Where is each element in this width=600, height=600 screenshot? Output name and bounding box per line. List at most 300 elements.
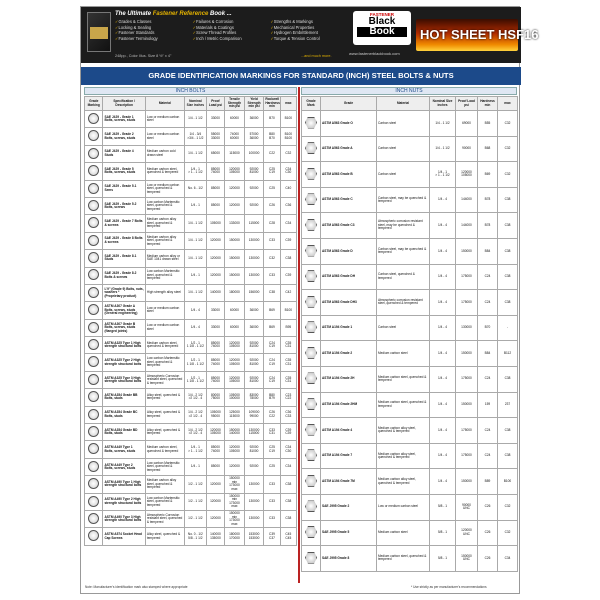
- nut-grade-cell: SAE J995 Grade 8: [321, 546, 377, 572]
- bolt-value-cell: Medium carbon steel, quenched & tempered: [145, 163, 184, 180]
- bolt-head-marking-icon: [88, 496, 99, 507]
- footnote-right: * Use strictly as per manufacturer's recommendations: [411, 585, 487, 589]
- bolt-row: [85, 337, 297, 354]
- nut-value-cell: 1/4 - 4: [430, 264, 456, 290]
- grade-marking-cell: [85, 145, 103, 162]
- bolt-value-cell: C33: [264, 476, 280, 493]
- nut-value-cell: B78: [478, 213, 498, 239]
- bolt-head-marking-icon: [88, 513, 99, 524]
- bolt-row: [85, 389, 297, 406]
- nut-value-cell: 175000: [456, 264, 478, 290]
- bolt-value-cell: Low or medium carbon steel: [145, 128, 184, 145]
- bolt-row: [85, 493, 297, 510]
- bolt-value-cell: C25: [264, 458, 280, 475]
- nut-value-cell: 120000 105000: [456, 162, 478, 188]
- bolt-row: [85, 528, 297, 545]
- bolt-value-cell: C23 C22: [280, 389, 296, 406]
- specification-cell: SAE J429 - Grade 5 Bolts, screws, studs: [103, 163, 145, 180]
- bolt-value-cell: C38: [264, 284, 280, 301]
- bolt-value-cell: C38: [280, 250, 296, 267]
- bolt-value-cell: 130000 115000: [244, 424, 264, 441]
- grade-marking-cell: [85, 458, 103, 475]
- bolt-value-cell: C35 C31: [280, 337, 296, 354]
- bolt-row: [85, 267, 297, 284]
- bolt-head-marking-icon: [88, 200, 99, 211]
- bolt-value-cell: 1/4 - 1 > 1 - 1 1/2: [184, 441, 206, 458]
- nut-grade-cell: ASTM A194 Grade 2HM: [321, 392, 377, 418]
- bolt-column-header: Rockwell Hardness min: [264, 97, 280, 111]
- bolt-value-cell: B69: [264, 302, 280, 319]
- topic-item: ✓ Inch / Metric Comparison: [193, 36, 268, 42]
- bolt-value-cell: C32: [280, 145, 296, 162]
- nut-row: [302, 520, 518, 546]
- bolt-value-cell: Alloy steel, quenched & tempered: [145, 528, 184, 545]
- bolt-value-cell: C26 C22: [264, 406, 280, 423]
- bolt-value-cell: 1/2 - 1 1 1/8 - 1 1/2: [184, 354, 206, 371]
- bolt-value-cell: Low carbon Martensitic steel, quenched & tempered: [145, 458, 184, 475]
- topic-item: ✓ Fastener Standards: [115, 30, 190, 36]
- nut-value-cell: 1/4 - 4: [430, 187, 456, 213]
- bolt-value-cell: 1/4 - 2 1/2 >2 1/2 - 4: [184, 389, 206, 406]
- bolt-head-marking-icon: [88, 478, 99, 489]
- nut-value-cell: Medium carbon alloy steel, quenched & tempered: [377, 443, 430, 469]
- bolt-head-marking-icon: [88, 304, 99, 315]
- bolt-column-header: max: [280, 97, 296, 111]
- nut-value-cell: B78: [478, 187, 498, 213]
- bolt-value-cell: C39 C39: [280, 424, 296, 441]
- bolt-value-cell: 92000 81000: [244, 163, 264, 180]
- nut-row: [302, 315, 518, 341]
- nut-row: [302, 546, 518, 572]
- nut-value-cell: Atmospheric corrosion resistant steel, may be quenched & tempered: [377, 213, 430, 239]
- nut-value-cell: Carbon steel: [377, 136, 430, 162]
- website-url[interactable]: www.fastenerblackbook.com: [349, 51, 400, 56]
- bolt-head-marking-icon: [88, 409, 99, 420]
- nut-value-cell: C24: [478, 264, 498, 290]
- bolt-value-cell: Low carbon Martensitic steel, quenched & tempered: [145, 267, 184, 284]
- nut-value-cell: Carbon steel: [377, 111, 430, 137]
- nut-value-cell: 1/4 - 4: [430, 443, 456, 469]
- bolt-value-cell: 109000 99000: [244, 406, 264, 423]
- bolt-value-cell: 156000: [244, 284, 264, 301]
- nut-grade-cell: ASTM A194 Grade 7: [321, 443, 377, 469]
- nut-marking-icon: [305, 526, 317, 538]
- bolt-column-header: Proof Load psi: [206, 97, 224, 111]
- nut-column-header: Nominal Size inches: [430, 97, 456, 111]
- bolt-value-cell: C22: [264, 145, 280, 162]
- bolt-value-cell: 1/4 - 1 1/2: [184, 145, 206, 162]
- bolt-value-cell: C26: [264, 197, 280, 214]
- nut-value-cell: C24: [478, 418, 498, 444]
- topic-item: ✓ Materials & Coatings: [193, 25, 268, 31]
- bolt-value-cell: C39: [280, 232, 296, 249]
- bolt-value-cell: 140000 135000: [206, 528, 224, 545]
- nut-value-cell: 90000 UNC: [456, 494, 478, 520]
- bolt-head-marking-icon: [88, 235, 99, 246]
- nut-value-cell: 5/8 - 1: [430, 520, 456, 546]
- nut-row: [302, 443, 518, 469]
- nut-value-cell: Carbon steel, may be quenched & tempered: [377, 238, 430, 264]
- bolt-value-cell: B100: [280, 111, 296, 128]
- nut-value-cell: B55: [478, 111, 498, 137]
- nut-marking-icon: [305, 168, 317, 180]
- bolt-row: [85, 476, 297, 493]
- bolt-head-marking-icon: [88, 148, 99, 159]
- bolt-value-cell: 85000 74000: [206, 441, 224, 458]
- topic-item: ✓ Strengths & Markings: [270, 19, 345, 25]
- nut-value-cell: Carbon steel: [377, 315, 430, 341]
- nut-row: [302, 213, 518, 239]
- bolts-section-label: INCH BOLTS: [84, 87, 297, 95]
- bolt-row: [85, 458, 297, 475]
- specification-cell: SAE J429 - Grade 5.2 Bolts, screws: [103, 197, 145, 214]
- nut-value-cell: 1/4 - 4: [430, 238, 456, 264]
- bolt-value-cell: Low or medium carbon steel: [145, 319, 184, 336]
- nut-value-cell: 1/4 - 1 > 1 - 1 1/2: [430, 162, 456, 188]
- nut-marking-icon: [305, 193, 317, 205]
- specification-cell: ASTM A449 Type 1 Bolts, screws, studs: [103, 441, 145, 458]
- bolt-row: [85, 180, 297, 197]
- bolt-value-cell: 130000: [244, 232, 264, 249]
- topic-item: ✓ Hydrogen Embrittlement: [270, 30, 345, 36]
- bolt-value-cell: Medium carbon cold drawn steel: [145, 145, 184, 162]
- nut-value-cell: C38: [498, 366, 518, 392]
- bolt-row: [85, 406, 297, 423]
- nut-value-cell: B68: [478, 136, 498, 162]
- nut-row: [302, 111, 518, 137]
- grade-mark-cell: [302, 392, 321, 418]
- nut-value-cell: 150000: [456, 341, 478, 367]
- nut-grade-cell: ASTM A194 Grade 4: [321, 418, 377, 444]
- bolt-value-cell: 105000: [206, 215, 224, 232]
- bolt-value-cell: 1/4 - 1 1/2: [184, 284, 206, 301]
- bolt-value-cell: 65000: [206, 145, 224, 162]
- bolt-head-marking-icon: [88, 322, 99, 333]
- topic-item: ✓ Torque & Tension Control: [270, 36, 345, 42]
- grade-mark-cell: [302, 264, 321, 290]
- bolt-column-header: Material: [145, 97, 184, 111]
- nut-value-cell: C38: [498, 187, 518, 213]
- grade-marking-cell: [85, 180, 103, 197]
- bolt-value-cell: 120000 105000: [225, 354, 245, 371]
- nut-value-cell: C38: [498, 443, 518, 469]
- bolt-value-cell: 1/4 - 2 1/2 >2 1/2 - 4: [184, 424, 206, 441]
- grade-mark-cell: [302, 238, 321, 264]
- bolt-value-cell: 140000: [206, 284, 224, 301]
- specification-cell: ASTM A325 Type 3 High strength structural bolts: [103, 371, 145, 388]
- bolt-value-cell: 150000 min 173000 max: [225, 510, 245, 527]
- grade-marking-cell: [85, 250, 103, 267]
- nut-column-header: Hardness min: [478, 97, 498, 111]
- bolt-value-cell: 60000: [225, 302, 245, 319]
- bolt-value-cell: B100 B100: [280, 128, 296, 145]
- topic-item: ✓ Mechanical Properties: [270, 25, 345, 31]
- grade-marking-cell: [85, 493, 103, 510]
- bolt-row: [85, 302, 297, 319]
- bolt-value-cell: C34: [280, 458, 296, 475]
- grade-mark-cell: [302, 315, 321, 341]
- bolt-value-cell: B95: [280, 319, 296, 336]
- bolt-value-cell: 60000: [225, 319, 245, 336]
- bolt-value-cell: 36000: [244, 319, 264, 336]
- nut-marking-icon: [305, 219, 317, 231]
- bolt-value-cell: Medium carbon alloy or SAE 1041 drawn steel: [145, 250, 184, 267]
- topic-item: ✓ Locking & Sealing: [115, 25, 190, 31]
- bolt-value-cell: C40: [280, 180, 296, 197]
- bolt-row: [85, 284, 297, 301]
- bolt-value-cell: 120000 105000: [206, 424, 224, 441]
- bolt-value-cell: 1/4 - 2 1/2 >2 1/2 - 4: [184, 406, 206, 423]
- bolt-value-cell: C36: [280, 197, 296, 214]
- bolt-value-cell: 85000: [206, 197, 224, 214]
- bolt-value-cell: C33: [264, 493, 280, 510]
- nut-marking-icon: [305, 552, 317, 564]
- bolt-row: [85, 197, 297, 214]
- bolt-value-cell: 130000: [244, 267, 264, 284]
- nut-value-cell: Medium carbon steel, quenched & tempered: [377, 392, 430, 418]
- bolt-head-marking-icon: [88, 183, 99, 194]
- bolt-value-cell: 130000: [244, 250, 264, 267]
- specification-cell: ASTM A354 Grade BD Bolts, studs: [103, 424, 145, 441]
- bolt-value-cell: 85000: [206, 458, 224, 475]
- nut-grade-cell: ASTM A563 Grade O: [321, 111, 377, 137]
- nut-value-cell: 150000: [456, 469, 478, 495]
- bolt-head-marking-icon: [88, 165, 99, 176]
- bolt-value-cell: 1/4 - 1: [184, 267, 206, 284]
- bolt-value-cell: C39 C37: [264, 528, 280, 545]
- bolt-value-cell: 150000 140000: [225, 424, 245, 441]
- nut-value-cell: 5/8 - 1: [430, 494, 456, 520]
- nut-marking-icon: [305, 449, 317, 461]
- bolt-value-cell: C38: [280, 476, 296, 493]
- nut-value-cell: Medium carbon steel, quenched & tempered: [377, 546, 430, 572]
- bolt-value-cell: 180000 170000: [225, 528, 245, 545]
- nut-row: [302, 341, 518, 367]
- grade-marking-cell: [85, 215, 103, 232]
- bolt-value-cell: C33: [264, 510, 280, 527]
- bolt-head-marking-icon: [88, 443, 99, 454]
- bolt-value-cell: 115000: [244, 215, 264, 232]
- hot-sheet: [80, 6, 539, 594]
- nut-value-cell: C38: [498, 264, 518, 290]
- nut-marking-icon: [305, 475, 317, 487]
- bolt-value-cell: 1/2 - 1 1 1/8 - 1 1/2: [184, 337, 206, 354]
- bolt-value-cell: 130000: [244, 510, 264, 527]
- nut-value-cell: B100: [498, 469, 518, 495]
- bolt-value-cell: 92000 81000: [244, 441, 264, 458]
- nut-value-cell: B84: [478, 341, 498, 367]
- grade-marking-cell: [85, 111, 103, 128]
- book-details: 248pp., Color Illus. Size 8 ½" x 4": [115, 54, 172, 58]
- specification-cell: ASTM A490 Type 2 High strength structural bolts: [103, 493, 145, 510]
- bolt-value-cell: 1/4 - 1: [184, 458, 206, 475]
- section-divider: [298, 87, 300, 583]
- bolt-value-cell: C28: [264, 215, 280, 232]
- bolt-value-cell: C35 C31: [280, 354, 296, 371]
- bolt-value-cell: 1/2 - 1 1/2: [184, 493, 206, 510]
- nut-grade-cell: ASTM A563 Grade DH3: [321, 290, 377, 316]
- bolt-value-cell: C34 C30: [280, 441, 296, 458]
- nut-value-cell: 5/8 - 1: [430, 546, 456, 572]
- bolt-value-cell: C39: [280, 267, 296, 284]
- nut-row: [302, 469, 518, 495]
- bolt-value-cell: 1/4 - 1 > 1 - 1 1/2: [184, 163, 206, 180]
- bolt-head-marking-icon: [88, 287, 99, 298]
- fastener-black-book-logo: FASTENER Black Book: [353, 11, 411, 45]
- nut-value-cell: 90000: [456, 136, 478, 162]
- bolt-value-cell: C25 C19: [264, 441, 280, 458]
- nut-column-header: Material: [377, 97, 430, 111]
- bolt-value-cell: Low carbon Martensitic steel, quenched & tempered: [145, 354, 184, 371]
- bolt-value-cell: 1/4 - 1: [184, 197, 206, 214]
- nut-marking-icon: [305, 296, 317, 308]
- footnote-left: Note: Manufacturer's identification mark also stamped where appropriate: [85, 585, 188, 589]
- bolt-value-cell: 120000 105000: [225, 371, 245, 388]
- bolt-value-cell: C34: [280, 215, 296, 232]
- book-title: The Ultimate Fastener Reference Book ...: [115, 11, 232, 17]
- bolt-value-cell: Medium carbon alloy steel, quenched & tempered: [145, 215, 184, 232]
- grade-marking-cell: [85, 510, 103, 527]
- nut-row: [302, 366, 518, 392]
- nut-row: [302, 264, 518, 290]
- bolt-row: [85, 215, 297, 232]
- more-text: ...and much more.: [301, 54, 332, 58]
- nut-value-cell: 175000: [456, 418, 478, 444]
- bolt-value-cell: Alloy steel, quenched & tempered: [145, 424, 184, 441]
- bolt-value-cell: Atmospheric Corrosion resistant steel, quenched & tempered: [145, 371, 184, 388]
- nut-value-cell: 237: [498, 392, 518, 418]
- nut-value-cell: -: [498, 315, 518, 341]
- nut-value-cell: B69: [478, 162, 498, 188]
- page-title: GRADE IDENTIFICATION MARKINGS FOR STANDARD (INCH) STEEL BOLTS & NUTS: [81, 67, 521, 85]
- specification-cell: ASTM A449 Type 2 Bolts, screws, studs: [103, 458, 145, 475]
- bolt-value-cell: 130000: [244, 476, 264, 493]
- grade-marking-cell: [85, 232, 103, 249]
- bolt-value-cell: No. 0 - 1/2 5/8 - 1 1/2: [184, 528, 206, 545]
- nut-value-cell: Medium carbon alloy steel, quenched & tempered: [377, 469, 430, 495]
- grade-mark-cell: [302, 290, 321, 316]
- bolt-value-cell: 1/4 - 1 1/2: [184, 215, 206, 232]
- book-cover-image: [87, 12, 111, 52]
- bolt-value-cell: Atmospheric Corrosion resistant steel, quenched & tempered: [145, 510, 184, 527]
- bolt-column-header: Yield Strength min psi: [244, 97, 264, 111]
- bolt-value-cell: 150000 min 173000 max: [225, 476, 245, 493]
- nut-row: [302, 392, 518, 418]
- bolt-value-cell: Medium carbon steel, quenched & tempered: [145, 441, 184, 458]
- bolt-value-cell: No. 6 - 1/2: [184, 180, 206, 197]
- nut-value-cell: 69000: [456, 111, 478, 137]
- grade-marking-cell: [85, 163, 103, 180]
- grade-marking-cell: [85, 284, 103, 301]
- bolt-value-cell: 105000 100000: [225, 389, 245, 406]
- nut-value-cell: C32: [498, 520, 518, 546]
- grade-mark-cell: [302, 443, 321, 469]
- bolt-column-header: Tensile Strength min psi: [225, 97, 245, 111]
- nut-grade-cell: ASTM A194 Grade 1: [321, 315, 377, 341]
- bolt-value-cell: B100: [280, 302, 296, 319]
- topic-item: ✓ Screw Thread Profiles: [193, 30, 268, 36]
- bolt-value-cell: 120000: [206, 510, 224, 527]
- nut-value-cell: 150000 UNC: [456, 546, 478, 572]
- nut-value-cell: C38: [498, 290, 518, 316]
- nut-value-cell: 150000: [456, 392, 478, 418]
- nut-value-cell: 130000: [456, 315, 478, 341]
- bolt-value-cell: 125000 115000: [225, 406, 245, 423]
- bolt-row: [85, 424, 297, 441]
- specification-cell: SAE J429 - Grade 8.1 Studs: [103, 250, 145, 267]
- grade-marking-cell: [85, 267, 103, 284]
- nut-value-cell: C24: [478, 366, 498, 392]
- bolt-value-cell: Medium carbon alloy steel, quenched & tempered: [145, 476, 184, 493]
- nut-value-cell: C24: [478, 443, 498, 469]
- bolt-value-cell: 1/2 - 1 1 1/8 - 1 1/2: [184, 371, 206, 388]
- bolt-value-cell: B80 B79: [264, 389, 280, 406]
- bolt-row: [85, 510, 297, 527]
- bolt-row: [85, 371, 297, 388]
- bolt-head-marking-icon: [88, 339, 99, 350]
- bolt-head-marking-icon: [88, 130, 99, 141]
- nut-value-cell: B89: [478, 469, 498, 495]
- bolt-row: [85, 111, 297, 128]
- bolt-value-cell: 57000 36000: [244, 128, 264, 145]
- bolt-value-cell: C24 C19: [264, 337, 280, 354]
- nut-value-cell: Carbon steel: [377, 162, 430, 188]
- nut-marking-icon: [305, 142, 317, 154]
- nut-row: [302, 187, 518, 213]
- bolt-head-marking-icon: [88, 530, 99, 541]
- nut-value-cell: C24: [478, 290, 498, 316]
- bolt-value-cell: 100000: [244, 145, 264, 162]
- bolt-value-cell: C33 C31: [264, 424, 280, 441]
- bolt-row: [85, 145, 297, 162]
- nut-value-cell: C32: [498, 494, 518, 520]
- grade-mark-cell: [302, 418, 321, 444]
- bolt-head-marking-icon: [88, 113, 99, 124]
- bolt-value-cell: 74000 60000: [225, 128, 245, 145]
- specification-cell: ASTM A307 Grade B Bolts, screws, studs (flanged joints): [103, 319, 145, 336]
- bolt-head-marking-icon: [88, 252, 99, 263]
- nut-value-cell: 1/4 - 4: [430, 418, 456, 444]
- bolt-value-cell: Alloy steel, quenched & tempered: [145, 406, 184, 423]
- bolt-value-cell: 1/4 - 4: [184, 319, 206, 336]
- nut-value-cell: 144000: [456, 213, 478, 239]
- specification-cell: SAE J429 - Grade 2 Bolts, screws, studs: [103, 128, 145, 145]
- bolt-row: [85, 163, 297, 180]
- bolt-value-cell: 120000: [225, 197, 245, 214]
- bolt-value-cell: 1/4 - 3/4 >3/4 - 1 1/2: [184, 128, 206, 145]
- bolt-value-cell: 120000: [225, 458, 245, 475]
- hot-sheet-badge: HOT SHEET HSF16: [416, 19, 518, 51]
- bolt-value-cell: 120000: [206, 232, 224, 249]
- grade-marking-cell: [85, 476, 103, 493]
- bolt-value-cell: 92000: [244, 180, 264, 197]
- specification-cell: SAE J429 - Grade 4 Studs: [103, 145, 145, 162]
- nut-grade-cell: ASTM A563 Grade C: [321, 187, 377, 213]
- bolt-value-cell: 33000: [206, 319, 224, 336]
- nut-value-cell: Medium carbon steel, quenched & tempered: [377, 366, 430, 392]
- nut-value-cell: B112: [498, 341, 518, 367]
- nut-marking-icon: [305, 321, 317, 333]
- grade-mark-cell: [302, 546, 321, 572]
- bolt-head-marking-icon: [88, 391, 99, 402]
- bolt-value-cell: 115000: [225, 145, 245, 162]
- nut-marking-icon: [305, 117, 317, 129]
- bolt-head-marking-icon: [88, 269, 99, 280]
- nut-value-cell: 1/4 - 4: [430, 290, 456, 316]
- bolt-value-cell: 150000: [225, 250, 245, 267]
- nut-value-cell: C38: [498, 418, 518, 444]
- bolt-value-cell: C34 C30: [280, 163, 296, 180]
